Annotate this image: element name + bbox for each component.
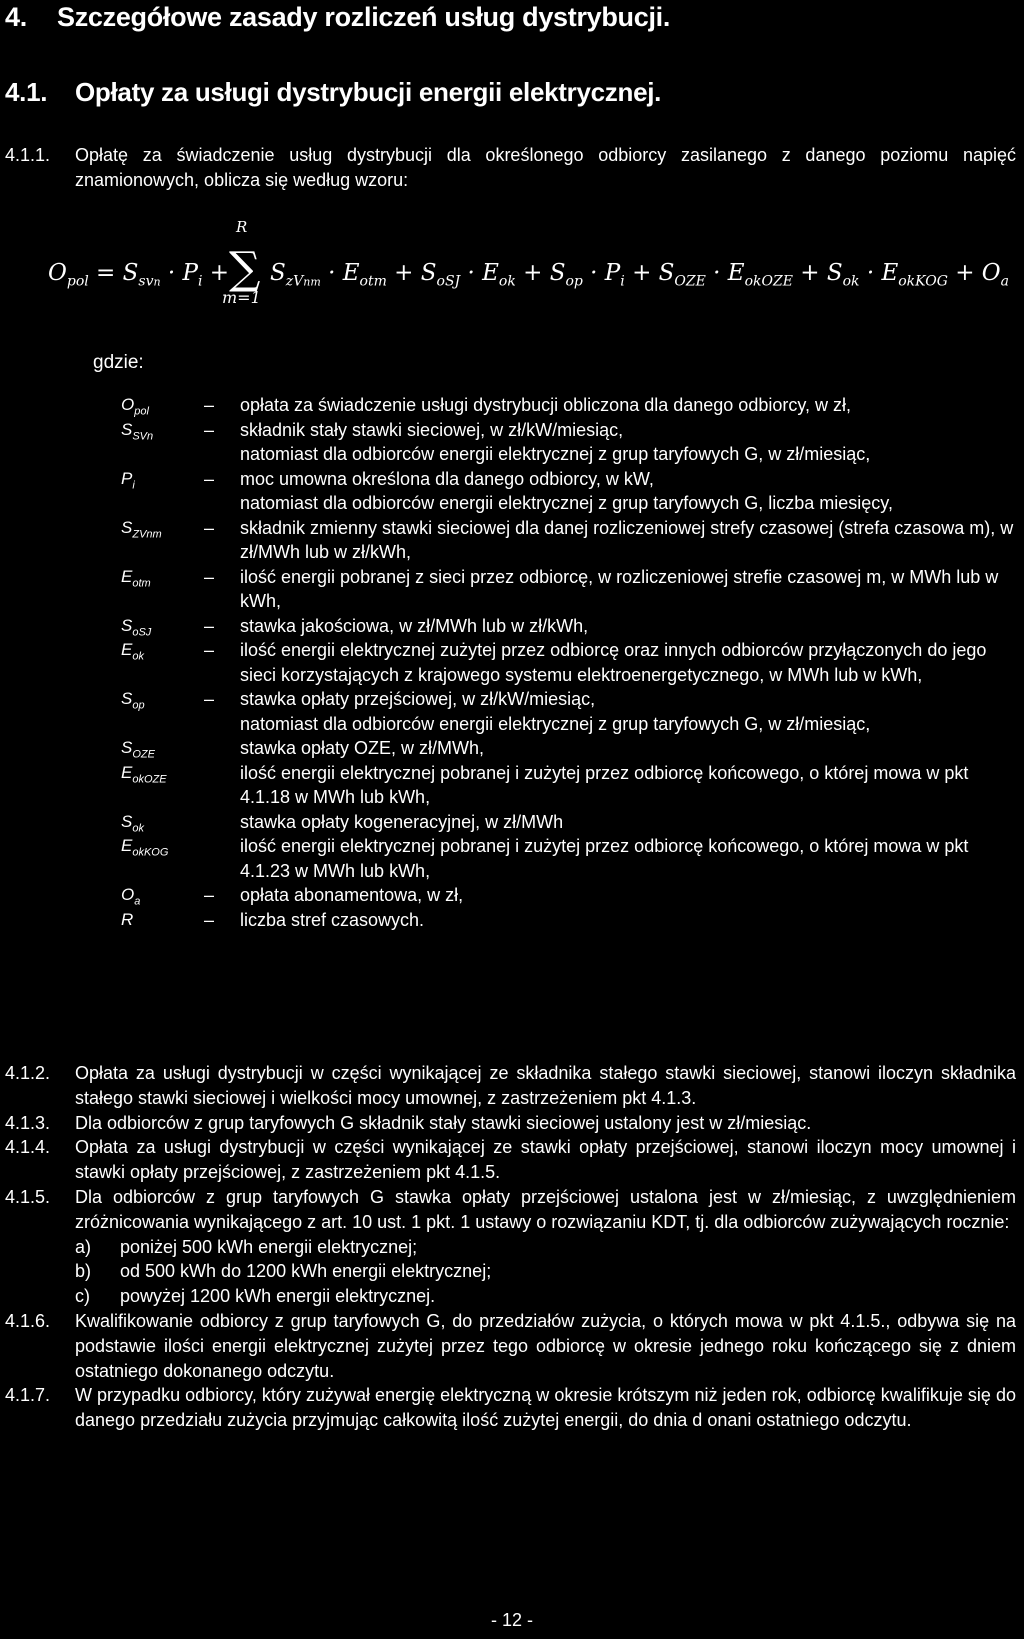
- formula-eokkog-sub: okKOG: [898, 273, 948, 290]
- definition-line: ilość energii elektrycznej pobranej i zużytej przez odbiorcę końcowego, o której mowa w pkt 4.1.18 w MWh lub kWh,: [240, 762, 969, 807]
- formula-eok-sub: ok: [498, 273, 516, 290]
- definition-item: [0, 565, 1024, 614]
- definition-item: [0, 638, 1024, 687]
- definition-line: składnik zmienny stawki sieciowej dla danej rozliczeniowej strefy czasowej (strefa czasowa m), w zł/MWh lub w zł/kWh,: [240, 517, 1014, 562]
- formula-pi-sub: i: [620, 273, 625, 290]
- definition-symbol: R: [121, 909, 134, 929]
- formula-ssv-sub: sv: [138, 273, 154, 290]
- definition-text: [240, 883, 1014, 908]
- definition-line: ilość energii elektrycznej pobranej i zużytej przez odbiorcę końcowego, o której mowa w pkt 4.1.23 w MWh lub kWh,: [240, 836, 969, 881]
- item-text: Kwalifikowanie odbiorcy z grup taryfowych G, do przedziałów zużycia, o których mowa w pkt 4.1.5., odbywa się na podstawie ilości energii elektrycznej zużytej przez tego odbiorcę w okresie jednego roku kończącego się z dniem ostatniego dokonanego odczytu.: [75, 1310, 1016, 1381]
- formula-lhs-sub: pol: [66, 273, 89, 290]
- definition-symbol: $P_i$: [121, 468, 135, 491]
- definition-symbol: $O_a$: [121, 885, 141, 908]
- definition-dash: –: [204, 909, 215, 930]
- definition-text: [240, 565, 1014, 614]
- definition-text: [240, 908, 1014, 933]
- formula-lhs: O: [48, 260, 67, 286]
- definition-text: [240, 467, 1014, 516]
- definition-item: [0, 393, 1024, 418]
- definition-text: [240, 810, 1014, 835]
- formula-soze: + S: [632, 260, 675, 286]
- formula-p-sub: i: [198, 273, 203, 290]
- item-number: 4.1.3.: [5, 1112, 51, 1133]
- paragraph-4-1-1: [0, 143, 1024, 195]
- definition-text: [240, 418, 1014, 467]
- definition-line: stawka jakościowa, w zł/MWh lub w zł/kWh,: [240, 615, 589, 636]
- sub-item-label: b): [75, 1261, 92, 1282]
- definition-item: [0, 908, 1024, 933]
- definition-item: [0, 614, 1024, 639]
- item-number: 4.1.7.: [5, 1385, 51, 1406]
- fee-formula: [0, 200, 1024, 310]
- paragraph-text: Opłatę za świadczenie usług dystrybucji dla określonego odbiorcy zasilanego z danego poziomu napięć znamionowych, oblicza się według wzoru:: [75, 145, 1016, 190]
- formula-sok: + S: [800, 260, 843, 286]
- sub-item-text: poniżej 500 kWh energii elektrycznej;: [120, 1236, 418, 1257]
- formula-szv: S: [270, 260, 286, 286]
- item-text: Dla odbiorców z grup taryfowych G składnik stały stawki sieciowej ustalony jest w zł/miesiąc.: [75, 1112, 812, 1133]
- definition-dash: –: [204, 689, 215, 709]
- definition-dash: –: [204, 517, 215, 538]
- definition-symbol: $S_{ok}$: [121, 811, 144, 834]
- definition-dash: –: [204, 395, 215, 415]
- definition-symbol: $S_{op}$: [121, 689, 145, 712]
- formula-oa: + O: [955, 260, 1001, 286]
- numbered-item: [0, 1185, 1024, 1235]
- definition-text: [240, 736, 1014, 761]
- subsection-number: 4.1.: [5, 77, 48, 107]
- formula-szv-sub: zV: [285, 273, 304, 290]
- definition-line: natomiast dla odbiorców energii elektrycznej z grup taryfowych G, liczba miesięcy,: [240, 493, 893, 513]
- definition-symbol: $O_{pol}$: [121, 395, 149, 418]
- definition-line: stawka opłaty OZE, w zł/MWh,: [240, 738, 485, 758]
- section-number: 4.: [5, 2, 27, 32]
- definition-dash: –: [204, 566, 215, 587]
- numbered-item: [0, 1383, 1024, 1433]
- definition-text: [240, 687, 1014, 736]
- section-title: Szczegółowe zasady rozliczeń usług dystrybucji.: [57, 2, 671, 32]
- item-text: Opłata za usługi dystrybucji w części wynikającej ze stawki opłaty przejściowej, stanowi iloczyn mocy umownej i stawki opłaty przejściowej, z zastrzeżeniem pkt 4.1.5.: [75, 1137, 1016, 1183]
- formula-left-part: $O_{pol} = S_{svn} \cdot P_i$ +: [48, 260, 230, 290]
- definition-item: [0, 516, 1024, 565]
- formula-ssv: = S: [96, 260, 139, 286]
- formula-eotm: · E: [328, 260, 360, 286]
- formula-eokoze-sub: okOZE: [744, 273, 793, 290]
- sub-item: [75, 1259, 1024, 1284]
- numbered-items: [0, 1061, 1024, 1433]
- formula-pi: · P: [590, 260, 621, 286]
- numbered-item: [0, 1309, 1024, 1383]
- item-text: Opłata za usługi dystrybucji w części wynikającej ze składnika stałego stawki sieciowej, stanowi iloczyn składnika stałego stawki sieciowej i wielkości mocy umownej, z zastrzeżeniem pkt 4.1.3.: [75, 1063, 1016, 1108]
- paragraph-number: 4.1.1.: [5, 145, 51, 165]
- sub-item-text: powyżej 1200 kWh energii elektrycznej.: [120, 1286, 436, 1307]
- sub-item-text: od 500 kWh do 1200 kWh energii elektrycznej;: [120, 1261, 492, 1282]
- formula-plus: +: [209, 260, 230, 286]
- definition-text: [240, 516, 1014, 565]
- sub-item: [75, 1235, 1024, 1260]
- formula-sosj-sub: oSJ: [436, 273, 461, 290]
- definition-line: stawka opłaty kogeneracyjnej, w zł/MWh: [240, 811, 564, 832]
- formula-sop: + S: [523, 260, 566, 286]
- section-heading: [5, 2, 670, 33]
- formula-p: · P: [167, 260, 198, 286]
- numbered-item: [0, 1111, 1024, 1136]
- definition-symbol: $E_{okKOG}$: [121, 836, 169, 859]
- definition-line: ilość energii elektrycznej zużytej przez odbiorcę oraz innych odbiorców przyłączonych do jego sieci korzystających z krajowego systemu elektroenergetycznego, w MWh lub w kWh,: [240, 640, 987, 685]
- definition-line: moc umowna określona dla danego odbiorcy, w kW,: [240, 468, 654, 489]
- definition-symbol: $E_{otm}$: [121, 566, 151, 589]
- item-number: 4.1.5.: [5, 1186, 51, 1207]
- item-number: 4.1.6.: [5, 1310, 51, 1331]
- definition-dash: –: [204, 419, 215, 440]
- numbered-item: [0, 1061, 1024, 1111]
- definition-line: stawka opłaty przejściowej, w zł/kW/miesiąc,: [240, 689, 596, 709]
- sub-item-label: c): [75, 1286, 90, 1307]
- formula-right-part: $S_{zVnm} \cdot E_{otm} + S_{oSJ} \cdot E_{ok} + S_{op} \cdot P_i + S_{OZE} \cdot E_{okOZE} + S_{ok} \cdot E_{okKOG} + O_a$: [270, 260, 1010, 290]
- definition-symbol: $S_{OZE}$: [121, 738, 155, 761]
- numbered-item: [0, 1135, 1024, 1185]
- definition-item: [0, 810, 1024, 835]
- sum-upper-limit: R: [236, 218, 248, 236]
- sum-lower-limit: m=1: [222, 288, 261, 307]
- definitions-list: [0, 393, 1024, 932]
- definition-item: [0, 883, 1024, 908]
- definition-line: natomiast dla odbiorców energii elektrycznej z grup taryfowych G, w zł/miesiąc,: [240, 444, 871, 464]
- definition-symbol: $E_{ok}$: [121, 640, 144, 663]
- formula-eokkog: · E: [866, 260, 899, 286]
- formula-sop-sub: op: [565, 273, 583, 290]
- page-number: - 12 -: [490, 1610, 533, 1630]
- definition-line: opłata abonamentowa, w zł,: [240, 885, 464, 905]
- where-label: gdzie:: [93, 352, 144, 373]
- item-number: 4.1.2.: [5, 1063, 51, 1083]
- formula-sok-sub: ok: [842, 273, 860, 290]
- formula-eok: · E: [467, 260, 499, 286]
- definition-text: [240, 834, 1014, 883]
- subsection-heading: [5, 77, 661, 108]
- sum-symbol: ∑: [229, 243, 261, 294]
- formula-eotm-sub: otm: [359, 273, 387, 290]
- definition-symbol: $E_{okOZE}$: [121, 762, 167, 785]
- definition-item: [0, 467, 1024, 516]
- sub-item-label: a): [75, 1236, 92, 1257]
- definition-line: liczba stref czasowych.: [240, 909, 425, 930]
- definition-item: [0, 761, 1024, 810]
- sub-item: [75, 1284, 1024, 1309]
- definition-symbol: $S_{ZVnm}$: [121, 517, 162, 540]
- definition-dash: –: [204, 615, 215, 636]
- definition-text: [240, 614, 1014, 639]
- definition-text: [240, 761, 1014, 810]
- definition-line: składnik stały stawki sieciowej, w zł/kW/miesiąc,: [240, 419, 624, 440]
- definition-line: opłata za świadczenie usługi dystrybucji obliczona dla danego odbiorcy, w zł,: [240, 395, 852, 415]
- definition-item: [0, 736, 1024, 761]
- definition-item: [0, 834, 1024, 883]
- item-number: 4.1.4.: [5, 1137, 51, 1158]
- formula-soze-sub: OZE: [674, 273, 706, 290]
- definition-dash: –: [204, 640, 215, 660]
- definition-dash: –: [204, 468, 215, 489]
- definition-line: natomiast dla odbiorców energii elektrycznej z grup taryfowych G, w zł/miesiąc,: [240, 713, 871, 734]
- definition-symbol: $S_{oSJ}$: [121, 615, 152, 638]
- definition-text: [240, 638, 1014, 687]
- formula-eokoze: · E: [713, 260, 745, 286]
- formula-oa-sub: a: [1000, 273, 1010, 290]
- definition-symbol: $S_{SVn}$: [121, 419, 154, 442]
- subsection-title: Opłaty za usługi dystrybucji energii elektrycznej.: [75, 77, 662, 107]
- item-text: W przypadku odbiorcy, który zużywał energię elektryczną w okresie krótszym niż jeden rok, odbiorcę kwalifikuje się do danego przedziału zużycia przyjmując całkowitą ilość zużytej energii, do dnia d onani ostatniego odczytu.: [75, 1385, 1016, 1431]
- definition-line: ilość energii pobranej z sieci przez odbiorcę, w rozliczeniowej strefie czasowej m, w MWh lub w kWh,: [240, 566, 999, 611]
- definition-item: [0, 418, 1024, 467]
- definition-text: [240, 393, 1014, 418]
- item-text: Dla odbiorców z grup taryfowych G stawka opłaty przejściowej ustalona jest w zł/miesiąc, z uwzględnieniem zróżnicowania wynikającego z art. 10 ust. 1 pkt. 1 ustawy o rozwiązaniu KDT, tj. dla odbiorców zużywających rocznie:: [75, 1186, 1016, 1232]
- formula-sosj: + S: [394, 260, 437, 286]
- definition-item: [0, 687, 1024, 736]
- definition-dash: –: [204, 885, 215, 905]
